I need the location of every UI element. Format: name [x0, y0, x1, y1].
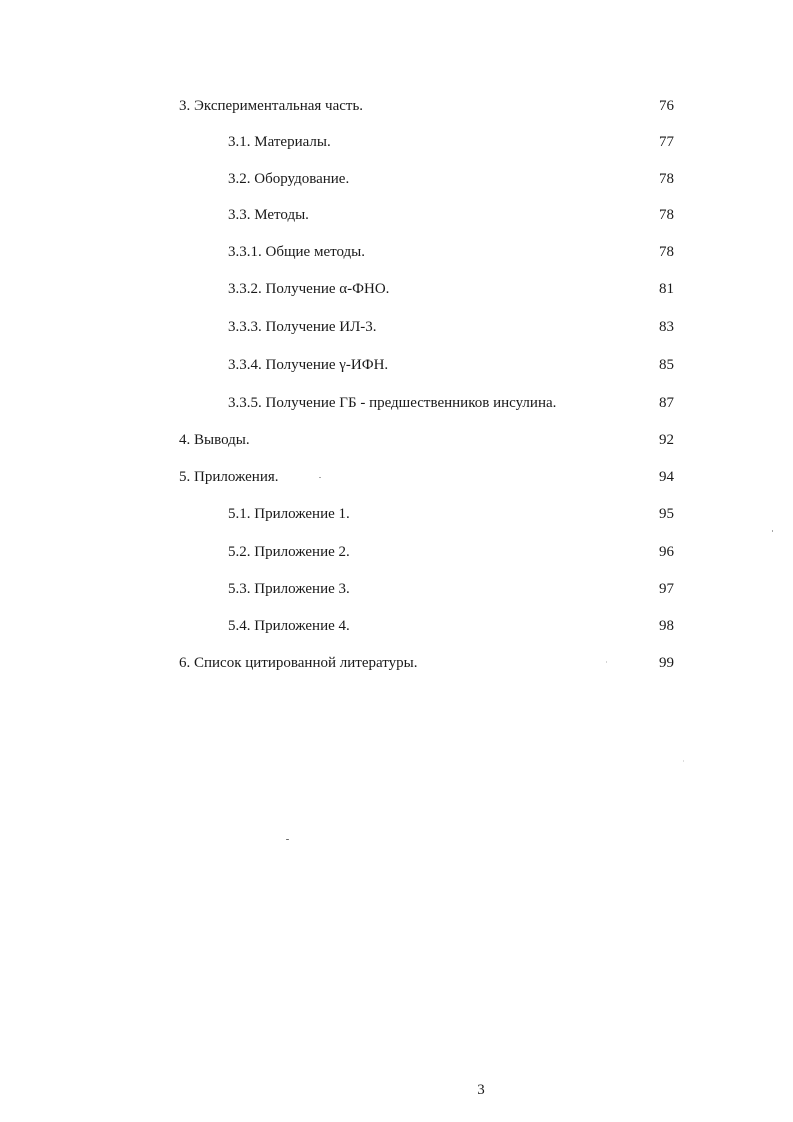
- toc-entry-label: 4. Выводы.: [179, 432, 250, 448]
- toc-entry-label: 3.2. Оборудование.: [228, 171, 350, 187]
- toc-entry-page: 96: [659, 544, 674, 560]
- toc-entry-label: 6. Список цитированной литературы.: [179, 655, 418, 671]
- toc-entry: [0, 652, 793, 674]
- toc-entry: [0, 278, 793, 300]
- toc-entry-page: 78: [659, 171, 674, 187]
- toc-entry-page: 85: [659, 357, 674, 373]
- scan-speck: [319, 477, 321, 478]
- toc-entry: [0, 541, 793, 563]
- toc-entry-label: 3.3.3. Получение ИЛ-3.: [228, 319, 377, 335]
- toc-entry: [0, 131, 793, 153]
- toc-entry-page: 92: [659, 432, 674, 448]
- toc-entry-page: 78: [659, 244, 674, 260]
- toc-entry-label: 5.2. Приложение 2.: [228, 544, 350, 560]
- toc-entry-label: 3.3.1. Общие методы.: [228, 244, 365, 260]
- scan-speck: [286, 839, 289, 840]
- toc-entry-page: 81: [659, 281, 674, 297]
- toc-entry: [0, 503, 793, 525]
- toc-entry-label: 5.3. Приложение 3.: [228, 581, 350, 597]
- toc-entry: [0, 615, 793, 637]
- toc-entry-label: 3. Экспериментальная часть.: [179, 98, 364, 114]
- toc-entry: [0, 429, 793, 451]
- toc-entry-page: 78: [659, 207, 674, 223]
- toc-entry: [0, 241, 793, 263]
- toc-entry-page: 98: [659, 618, 674, 634]
- toc-entry-label: 3.3.4. Получение γ-ИФН.: [228, 357, 389, 373]
- toc-entry: [0, 168, 793, 190]
- page-number: 3: [477, 1082, 485, 1098]
- toc-entry-page: 97: [659, 581, 674, 597]
- toc-entry: [0, 316, 793, 338]
- toc-entry: [0, 466, 793, 488]
- toc-entry-label: 3.3.2. Получение α-ФНО.: [228, 281, 390, 297]
- toc-entry-label: 5.4. Приложение 4.: [228, 618, 350, 634]
- toc-entry-page: 99: [659, 655, 674, 671]
- toc-entry-label: 3.3.5. Получение ГБ - предшественников инсулина.: [228, 395, 557, 411]
- toc-entry: [0, 578, 793, 600]
- toc-entry-page: 95: [659, 506, 674, 522]
- toc-entry-page: 94: [659, 469, 674, 485]
- scan-speck: [683, 760, 684, 762]
- toc-entry: [0, 95, 793, 117]
- toc-entry: [0, 392, 793, 414]
- toc-entry-label: 3.3. Методы.: [228, 207, 309, 223]
- toc-entry-label: 5. Приложения.: [179, 469, 279, 485]
- scan-speck: [606, 661, 607, 663]
- scan-speck: [772, 530, 773, 532]
- toc-entry: [0, 204, 793, 226]
- toc-entry-label: 3.1. Материалы.: [228, 134, 331, 150]
- toc-entry: [0, 354, 793, 376]
- toc-entry-label: 5.1. Приложение 1.: [228, 506, 350, 522]
- toc-entry-page: 83: [659, 319, 674, 335]
- toc-entry-page: 87: [659, 395, 674, 411]
- toc-entry-page: 77: [659, 134, 674, 150]
- toc-entry-page: 76: [659, 98, 674, 114]
